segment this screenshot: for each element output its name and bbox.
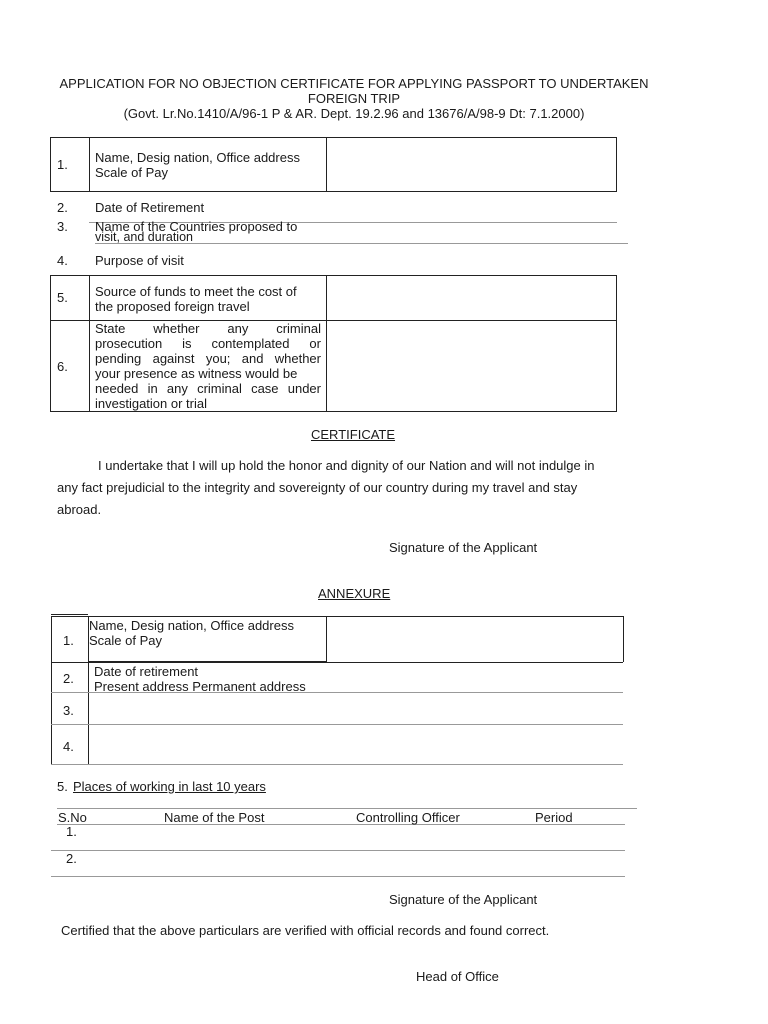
form-row-label: Date of Retirement [95, 200, 205, 215]
form-row-number: 6. [57, 359, 68, 374]
form-row-label: your presence as witness would be [95, 366, 298, 381]
form-row-label: visit, and duration [95, 230, 193, 244]
places-row-1-entry-field[interactable] [90, 826, 624, 849]
form-row-label: pending against you; and whether [95, 351, 321, 366]
form-row-1-answer-field[interactable] [327, 138, 616, 191]
column-header-post: Name of the Post [164, 810, 265, 825]
annexure-row-label: Date of retirement [94, 664, 199, 679]
certificate-text-line: abroad. [57, 502, 102, 517]
annexure-row-3-answer-field[interactable] [90, 693, 622, 723]
places-section-number: 5. [57, 779, 68, 794]
form-row-label: State whether any criminal [95, 321, 321, 336]
head-of-office-label: Head of Office [416, 969, 499, 984]
form-row-6-answer-field[interactable] [327, 321, 616, 411]
annexure-row-number: 1. [63, 633, 74, 648]
form-row-number: 5. [57, 290, 68, 305]
form-row-number: 1. [57, 157, 68, 172]
annexure-row-label: Present address Permanent address [94, 679, 306, 694]
form-row-4-answer-field[interactable] [327, 248, 616, 272]
form-row-label: Scale of Pay [95, 165, 168, 180]
annexure-row-number: 3. [63, 703, 74, 718]
government-reference: (Govt. Lr.No.1410/A/96-1 P & AR. Dept. 19.2.96 and 13676/A/98-9 Dt: 7.1.2000) [123, 106, 585, 121]
form-row-number: 2. [57, 200, 68, 215]
places-row-number: 2. [66, 851, 77, 866]
places-row-number: 1. [66, 824, 77, 839]
column-header-sno: S.No [58, 810, 87, 825]
annexure-row-1-answer-field[interactable] [328, 617, 622, 661]
form-row-label: Name of the Countries proposed to [95, 219, 298, 234]
annexure-signature-label: Signature of the Applicant [389, 892, 538, 907]
annexure-row-2-answer-field[interactable] [330, 663, 622, 691]
form-row-3-answer-field[interactable] [337, 222, 626, 242]
annexure-row-number: 4. [63, 739, 74, 754]
form-row-label: needed in any criminal case under [95, 381, 321, 396]
form-row-5-answer-field[interactable] [327, 276, 616, 319]
annexure-heading: ANNEXURE [318, 586, 391, 601]
certificate-text-line: any fact prejudicial to the integrity and sovereignty of our country during my travel and stay [57, 480, 578, 495]
applicant-signature-label: Signature of the Applicant [389, 540, 538, 555]
certificate-text-line: I undertake that I will up hold the honor and dignity of our Nation and will not indulge in [98, 458, 595, 473]
document-title-continued: FOREIGN TRIP [307, 91, 401, 106]
annexure-row-4-answer-field[interactable] [90, 725, 622, 763]
column-header-period: Period [535, 810, 573, 825]
form-row-number: 3. [57, 219, 68, 234]
form-row-label: Purpose of visit [95, 253, 184, 268]
annexure-row-label: Name, Desig nation, Office address [89, 618, 294, 633]
form-row-label: Name, Desig nation, Office address [95, 150, 300, 165]
places-section-heading: Places of working in last 10 years [73, 779, 266, 794]
certificate-heading: CERTIFICATE [311, 427, 396, 442]
form-row-label: the proposed foreign travel [95, 299, 250, 314]
form-row-number: 4. [57, 253, 68, 268]
places-row-2-entry-field[interactable] [90, 852, 624, 875]
column-header-controlling-officer: Controlling Officer [356, 810, 460, 825]
annexure-row-number: 2. [63, 671, 74, 686]
form-row-label: Source of funds to meet the cost of [95, 284, 297, 299]
form-row-label: investigation or trial [95, 396, 207, 411]
form-row-2-answer-field[interactable] [327, 196, 616, 220]
annexure-row-label: Scale of Pay [89, 633, 162, 648]
verification-statement: Certified that the above particulars are verified with official records and found correct. [61, 923, 550, 938]
form-row-label: prosecution is contemplated or [95, 336, 321, 351]
document-title: APPLICATION FOR NO OBJECTION CERTIFICATE FOR APPLYING PASSPORT TO UNDERTAKEN [59, 76, 649, 91]
